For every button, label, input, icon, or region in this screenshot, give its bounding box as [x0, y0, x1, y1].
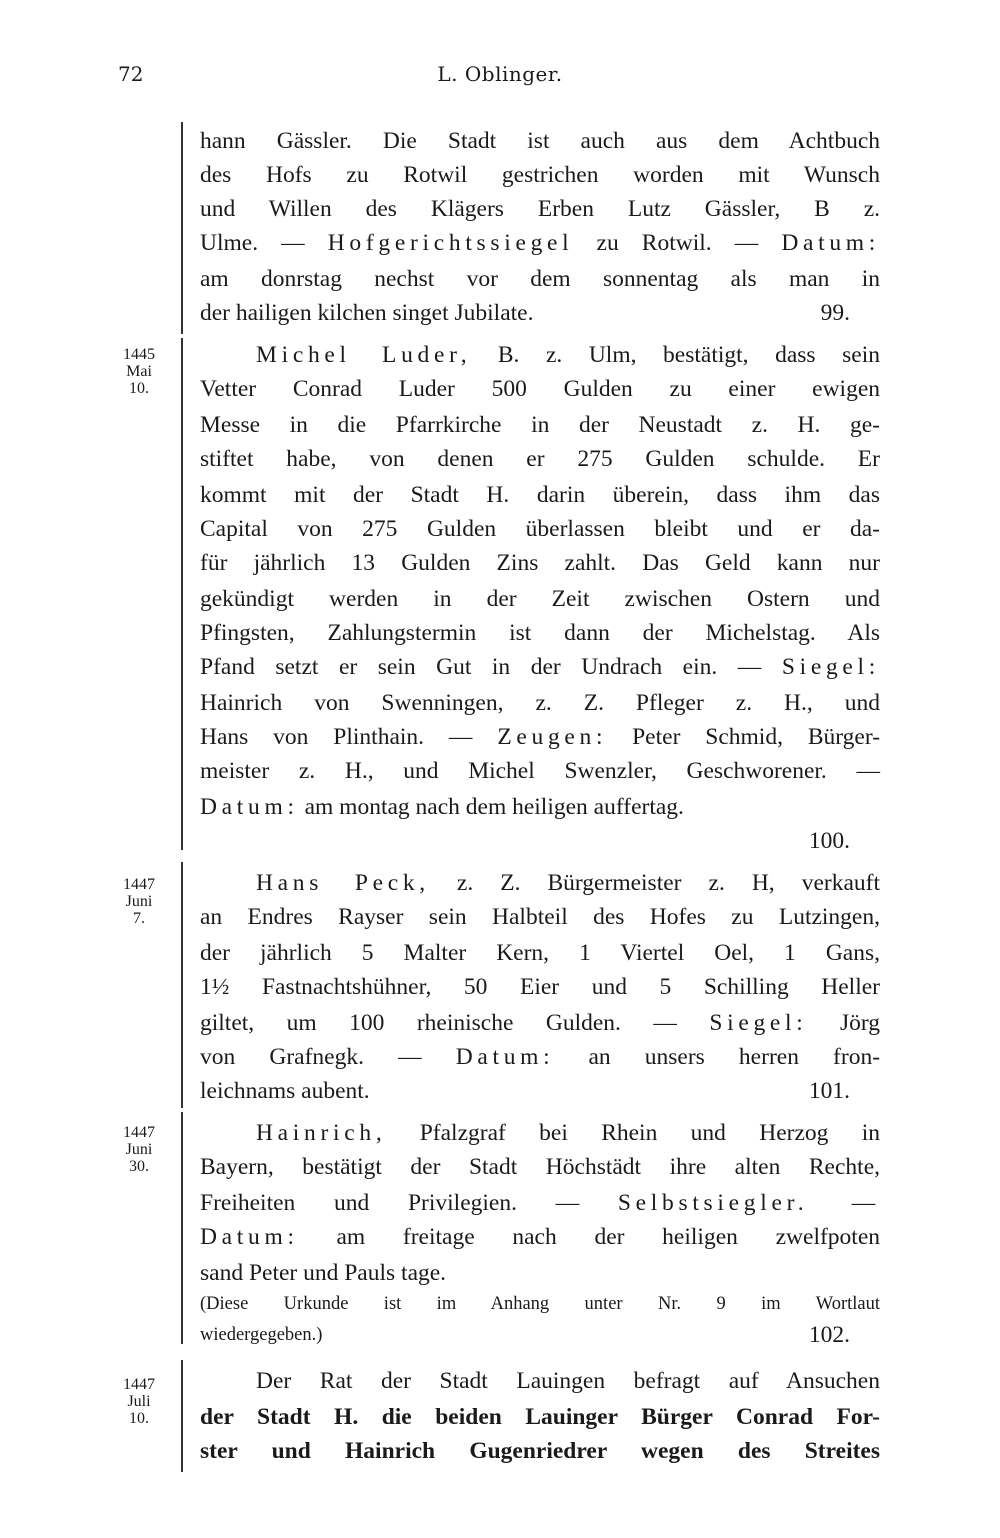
date-month: Juni [125, 893, 153, 910]
text-line: Bayern, bestätigt der Stadt Höchstädt ihre alten Rechte, [200, 1154, 880, 1180]
text-line: gekündigt werden in der Zeit zwischen Ostern und [200, 586, 880, 612]
text-line: Capital von 275 Gulden überlassen bleibt und er da- [200, 516, 880, 542]
text-segment: Ulme. — [200, 230, 305, 256]
margin-rule [181, 1360, 183, 1472]
running-title: L. Oblinger. [437, 62, 563, 86]
text-segment: giltet, um 100 rheinische Gulden. — [200, 1010, 677, 1036]
page-number: 72 [118, 62, 144, 86]
text-line [200, 1006, 880, 1040]
text-segment: zu Rotwil. — [596, 230, 759, 256]
date-month: Juni [125, 1141, 153, 1158]
margin-date [108, 1124, 170, 1175]
text-segment: Hans von Plinthain. — [200, 724, 473, 750]
seal-label: Selbstsiegler. — [617, 1190, 880, 1216]
seal-label: Hofgerichtssiegel [327, 230, 574, 256]
margin-rule [181, 1112, 183, 1344]
text-segment: am montag nach dem heiligen auffertag. [304, 794, 684, 820]
entry-name: Hans Peck, [256, 870, 430, 896]
margin-rule [181, 862, 183, 1108]
text-line: Pfingsten, Zahlungstermin ist dann der Michelstag. Als [200, 620, 880, 646]
text-segment: B. z. Ulm, bestätigt, dass sein [497, 342, 880, 368]
text-line: Hainrich von Swenningen, z. Z. Pfleger z. H., und [200, 690, 880, 716]
text-segment: an unsers herren fron- [588, 1044, 881, 1070]
text-segment: z. Z. Bürgermeister z. H, verkauft [456, 870, 880, 896]
seal-label: Siegel: [709, 1010, 808, 1036]
date-day: 30. [129, 1158, 149, 1175]
margin-date [108, 1376, 170, 1427]
witness-label: Zeugen: [497, 724, 608, 750]
footnote-line: (Diese Urkunde ist im Anhang unter Nr. 9 im Wortlaut [200, 1294, 880, 1314]
entry-number: 100. [808, 828, 850, 854]
text-line [256, 338, 880, 372]
entry-number: 102. [808, 1322, 850, 1348]
date-year: 1447 [123, 876, 155, 893]
text-line [200, 824, 880, 858]
text-line: der jährlich 5 Malter Kern, 1 Viertel Oel, 1 Gans, [200, 940, 880, 966]
text-line: Der Rat der Stadt Lauingen befragt auf Ansuchen [256, 1368, 880, 1394]
text-line: kommt mit der Stadt H. darin überein, dass ihm das [200, 482, 880, 508]
date-year: 1447 [123, 1376, 155, 1393]
text-line [200, 1220, 880, 1254]
text-segment: Freiheiten und Privilegien. — [200, 1190, 580, 1216]
text-segment: Jörg [839, 1010, 881, 1036]
date-day: 7. [133, 910, 145, 927]
text-line: der Stadt H. die beiden Lauinger Bürger Conrad For- [200, 1404, 880, 1430]
text-line: für jährlich 13 Gulden Zins zahlt. Das Geld kann nur [200, 550, 880, 576]
page-header [0, 62, 1000, 96]
text-line [200, 1186, 880, 1220]
date-label: Datum: [781, 230, 881, 256]
entry-name: Hainrich, [256, 1120, 387, 1146]
date-year: 1447 [123, 1124, 155, 1141]
seal-label: Siegel: [781, 654, 880, 680]
margin-rule [181, 338, 183, 850]
text-segment: Pfalzgraf bei Rhein und Herzog in [419, 1120, 880, 1146]
text-line: 1½ Fastnachtshühner, 50 Eier und 5 Schilling Heller [200, 974, 880, 1000]
text-line: am donrstag nechst vor dem sonnentag als man in [200, 266, 880, 292]
text-segment: von Grafnegk. — [200, 1044, 422, 1070]
date-label: Datum: [200, 794, 299, 820]
date-day: 10. [129, 380, 149, 397]
text-line: meister z. H., und Michel Swenzler, Geschworener. — [200, 758, 880, 784]
text-line [200, 1318, 880, 1352]
text-line [200, 1074, 880, 1108]
date-month: Juli [127, 1393, 151, 1410]
margin-date [108, 876, 170, 927]
text-line: stiftet habe, von denen er 275 Gulden schulde. Er [200, 446, 880, 472]
text-line: des Hofs zu Rotwil gestrichen worden mit Wunsch [200, 162, 880, 188]
text-line: an Endres Rayser sein Halbteil des Hofes zu Lutzingen, [200, 904, 880, 930]
date-label: Datum: [455, 1044, 555, 1070]
text-line [256, 866, 880, 900]
text-line [200, 720, 880, 754]
text-segment: Pfand setzt er sein Gut in der Undrach ein. — [200, 654, 762, 680]
text-line: Vetter Conrad Luder 500 Gulden zu einer ewigen [200, 376, 880, 402]
text-line [200, 650, 880, 684]
date-year: 1445 [123, 346, 155, 363]
text-line: hann Gässler. Die Stadt ist auch aus dem Achtbuch [200, 128, 880, 154]
text-line: Messe in die Pfarrkirche in der Neustadt z. H. ge- [200, 412, 880, 438]
margin-rule [181, 122, 183, 334]
date-month: Mai [126, 363, 152, 380]
entry-number: 99. [820, 300, 850, 326]
text-line [200, 296, 880, 330]
text-line: und Willen des Klägers Erben Lutz Gässler, B z. [200, 196, 880, 222]
footnote-line: wiedergegeben.) [200, 1325, 323, 1345]
date-day: 10. [129, 1410, 149, 1427]
text-line: ster und Hainrich Gugenriedrer wegen des Streites [200, 1438, 880, 1464]
margin-date [108, 346, 170, 397]
entry-name: Michel Luder, [256, 342, 472, 368]
text-segment: leichnams aubent. [200, 1078, 370, 1104]
text-line [200, 226, 880, 260]
text-segment: der hailigen kilchen singet Jubilate. [200, 300, 534, 326]
text-line [200, 790, 880, 824]
text-segment: Peter Schmid, Bürger- [632, 724, 881, 750]
date-label: Datum: [200, 1224, 299, 1250]
entry-number: 101. [808, 1078, 850, 1104]
text-line [256, 1116, 880, 1150]
text-line: sand Peter und Pauls tage. [200, 1260, 447, 1286]
text-line [200, 1040, 880, 1074]
text-segment: am freitage nach der heiligen zwelfpoten [336, 1224, 881, 1250]
